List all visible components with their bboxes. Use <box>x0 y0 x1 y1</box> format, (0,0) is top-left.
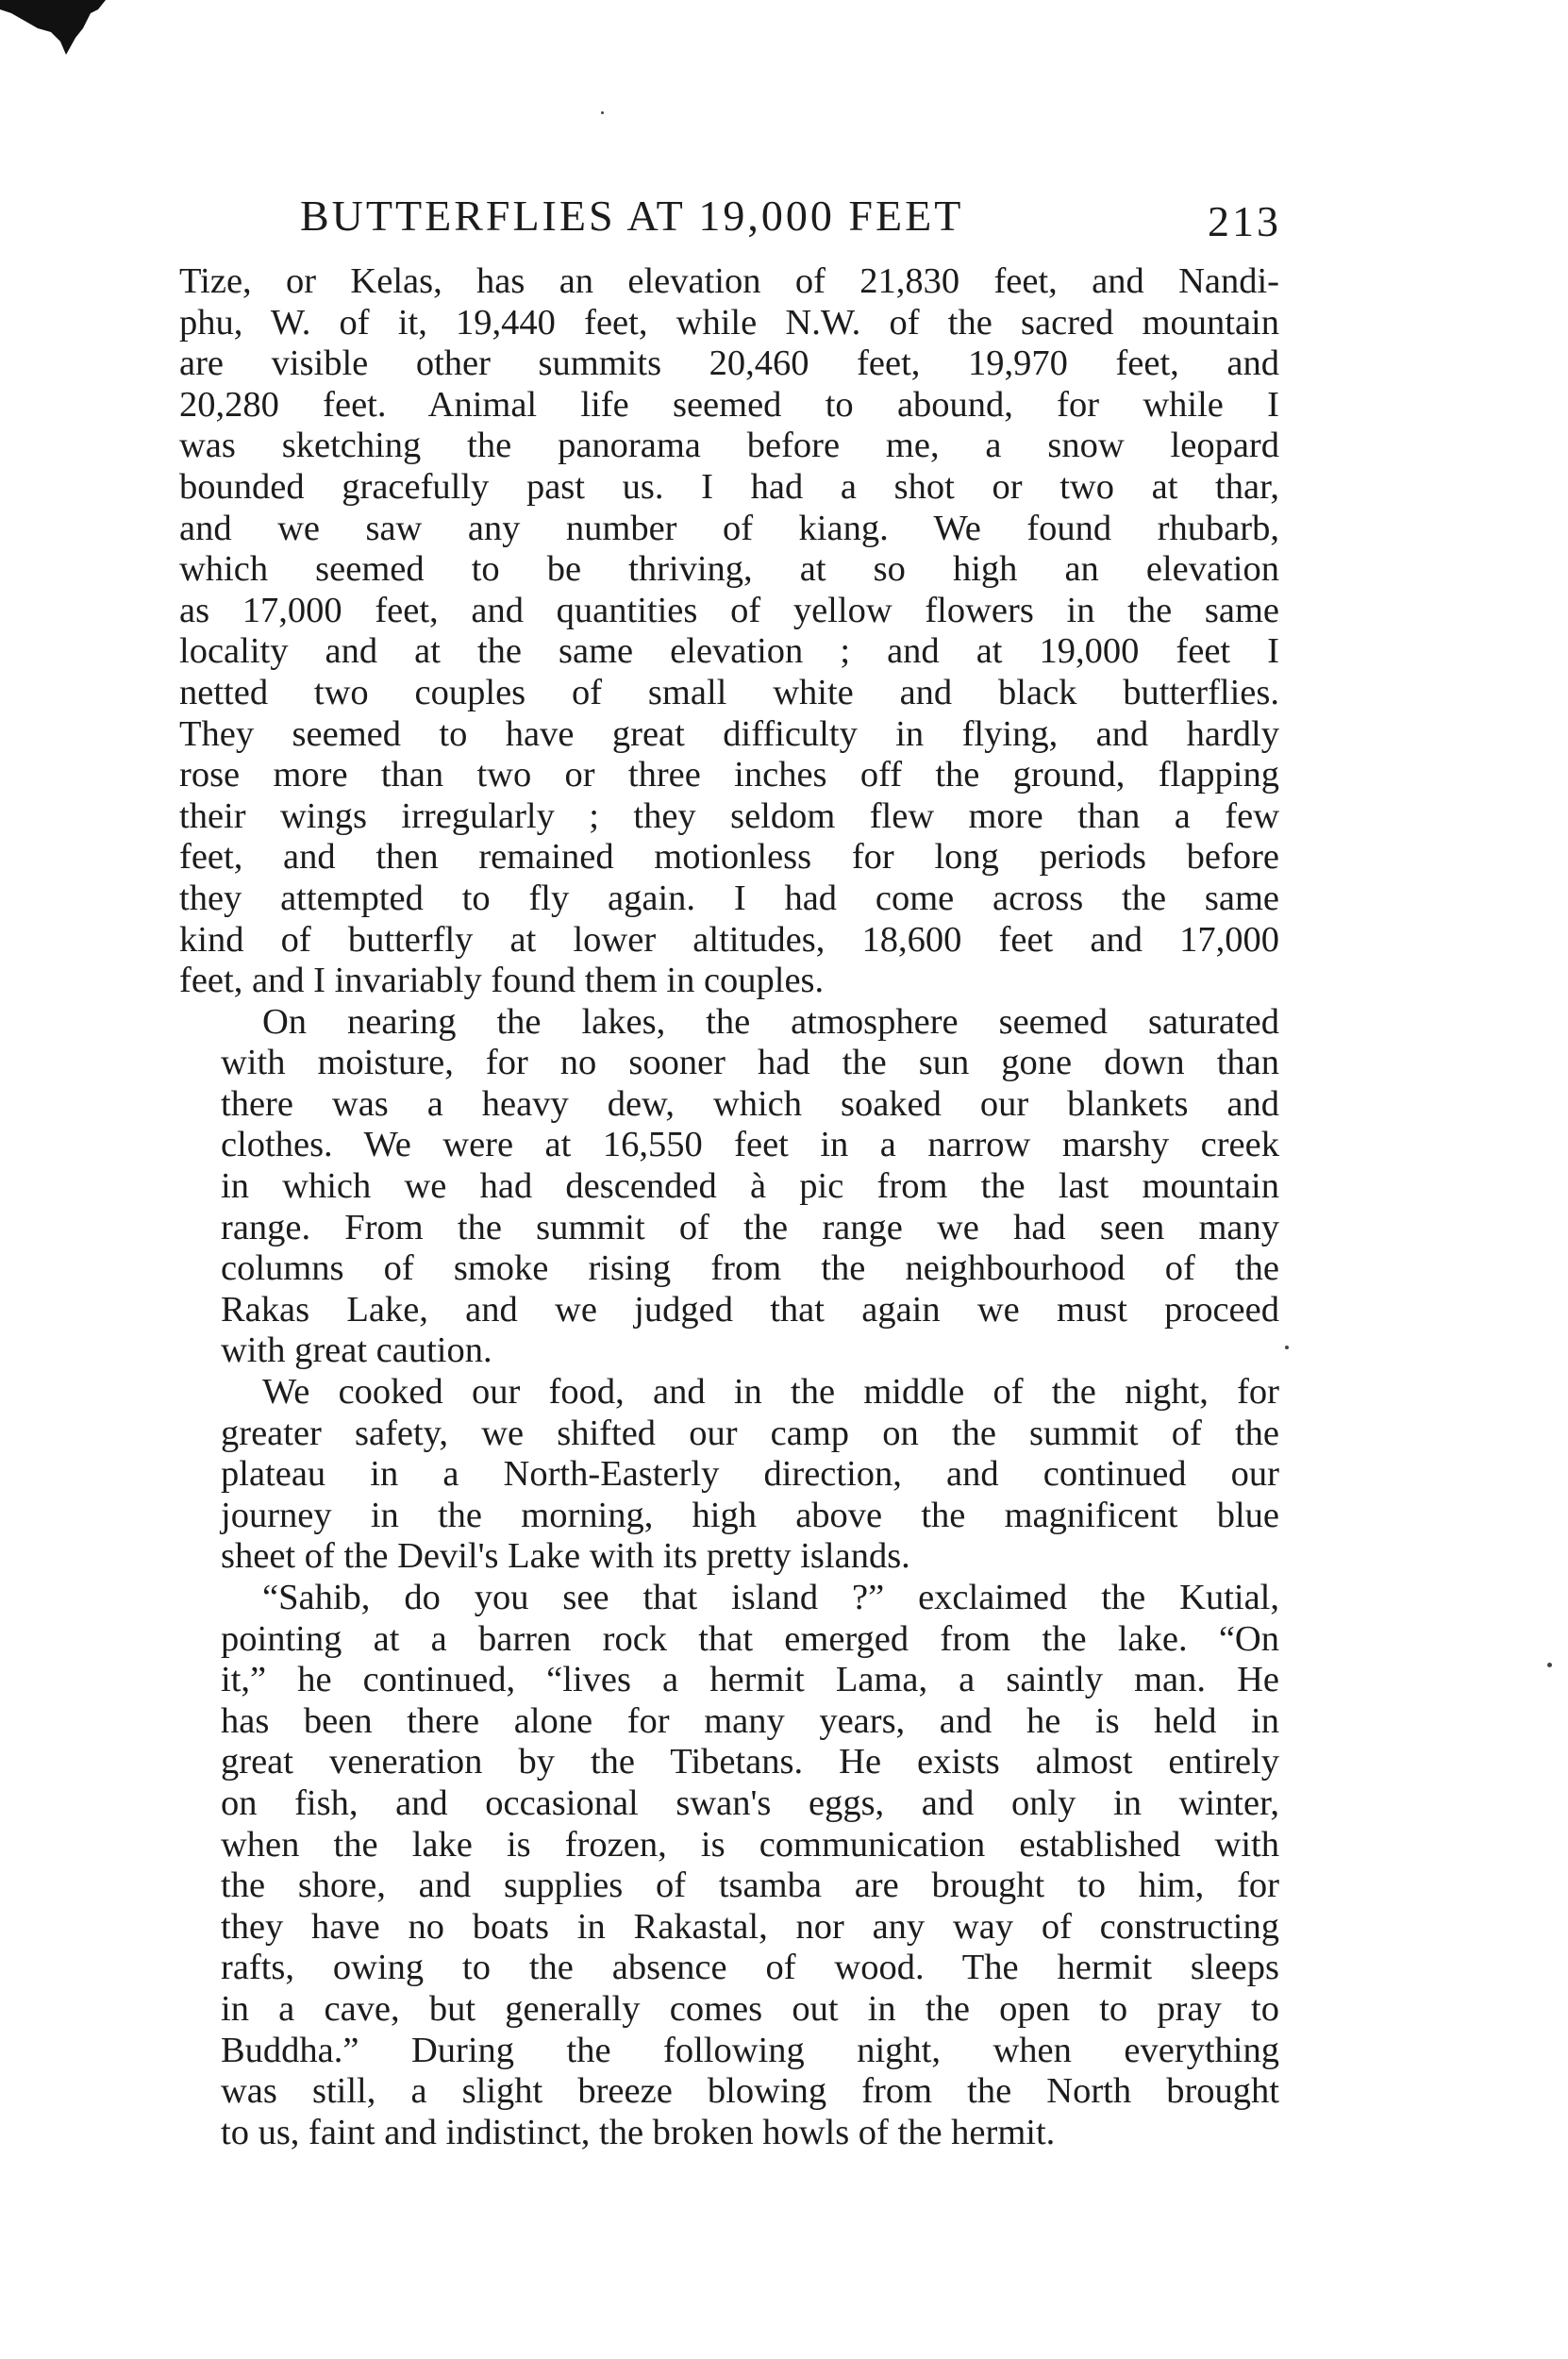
text-line: netted two couples of small white and black butterflies. <box>179 672 1279 712</box>
text-line: on fish, and occasional swan's eggs, and only in winter, <box>221 1782 1279 1823</box>
scan-speck <box>1285 1346 1289 1349</box>
text-line: they attempted to fly again. I had come across the same <box>179 878 1279 918</box>
text-line: great veneration by the Tibetans. He exists almost entirely <box>221 1742 1279 1782</box>
text-line: was sketching the panorama before me, a snow leopard <box>179 426 1279 466</box>
text-line: to us, faint and indistinct, the broken howls of the hermit. <box>221 2112 1056 2152</box>
text-line: with moisture, for no sooner had the sun gone down than <box>221 1043 1279 1083</box>
text-line: are visible other summits 20,460 feet, 19,970 feet, and <box>179 343 1279 384</box>
text-line: Rakas Lake, and we judged that again we must proceed <box>221 1289 1279 1330</box>
text-line: they have no boats in Rakastal, nor any way of constructing <box>221 1906 1279 1947</box>
text-line: kind of butterfly at lower altitudes, 18,600 feet and 17,000 <box>179 919 1279 960</box>
text-line: in a cave, but generally comes out in the open to pray to <box>221 1988 1279 2029</box>
scan-speck <box>601 111 604 114</box>
paragraph <box>179 1002 1279 1372</box>
text-line: when the lake is frozen, is communication established with <box>221 1824 1279 1865</box>
text-line: feet, and then remained motionless for long periods before <box>179 837 1279 878</box>
text-line: columns of smoke rising from the neighbourhood of the <box>221 1248 1279 1289</box>
text-line: bounded gracefully past us. I had a shot or two at thar, <box>179 466 1279 507</box>
text-line: pointing at a barren rock that emerged from the lake. “On <box>221 1618 1279 1659</box>
scan-speck <box>1547 1663 1552 1667</box>
paragraph <box>179 1578 1279 2153</box>
text-line: 20,280 feet. Animal life seemed to abound, for while I <box>179 384 1279 425</box>
body-text <box>179 261 1279 2153</box>
paragraph <box>179 261 1279 1002</box>
text-line: greater safety, we shifted our camp on the summit of the <box>221 1413 1279 1453</box>
text-line: the shore, and supplies of tsamba are brought to him, for <box>221 1865 1279 1906</box>
text-line: “Sahib, do you see that island ?” exclaimed the Kutial, <box>262 1578 1279 1617</box>
text-line: has been there alone for many years, and he is held in <box>221 1700 1279 1741</box>
page-corner-mark <box>0 0 106 57</box>
running-title: BUTTERFLIES AT 19,000 FEET <box>300 192 964 240</box>
text-line: They seemed to have great difficulty in flying, and hardly <box>179 713 1279 754</box>
running-header <box>300 191 1281 257</box>
text-line: which seemed to be thriving, at so high an elevation <box>179 549 1279 590</box>
text-line: Tize, or Kelas, has an elevation of 21,830 feet, and Nandi- <box>179 261 1279 301</box>
text-line: plateau in a North-Easterly direction, and continued our <box>221 1454 1279 1495</box>
text-line: On nearing the lakes, the atmosphere seemed saturated <box>262 1001 1279 1042</box>
text-line: feet, and I invariably found them in couples. <box>179 961 825 1001</box>
text-line: it,” he continued, “lives a hermit Lama, a saintly man. He <box>221 1660 1279 1700</box>
text-line: as 17,000 feet, and quantities of yellow flowers in the same <box>179 590 1279 630</box>
paragraph <box>179 1372 1279 1578</box>
text-line: range. From the summit of the range we had seen many <box>221 1207 1279 1247</box>
text-line: in which we had descended à pic from the last mountain <box>221 1166 1279 1207</box>
text-line: locality and at the same elevation ; and at 19,000 feet I <box>179 631 1279 672</box>
text-line: with great caution. <box>221 1330 492 1371</box>
text-line: there was a heavy dew, which soaked our blankets and <box>221 1083 1279 1124</box>
text-line: journey in the morning, high above the magnificent blue <box>221 1495 1279 1535</box>
text-line: We cooked our food, and in the middle of the night, for <box>262 1372 1279 1413</box>
text-line: rafts, owing to the absence of wood. The hermit sleeps <box>221 1948 1279 1988</box>
page-number: 213 <box>1208 197 1281 245</box>
text-line: and we saw any number of kiang. We found rhubarb, <box>179 508 1279 548</box>
text-line: was still, a slight breeze blowing from the North brought <box>221 2071 1279 2112</box>
text-line: sheet of the Devil's Lake with its pretty islands. <box>221 1536 910 1577</box>
text-line: clothes. We were at 16,550 feet in a narrow marshy creek <box>221 1125 1279 1165</box>
text-line: rose more than two or three inches off the ground, flapping <box>179 755 1279 795</box>
text-line: phu, W. of it, 19,440 feet, while N.W. of the sacred mountain <box>179 302 1279 343</box>
text-line: Buddha.” During the following night, when everything <box>221 2030 1279 2070</box>
text-line: their wings irregularly ; they seldom flew more than a few <box>179 795 1279 836</box>
